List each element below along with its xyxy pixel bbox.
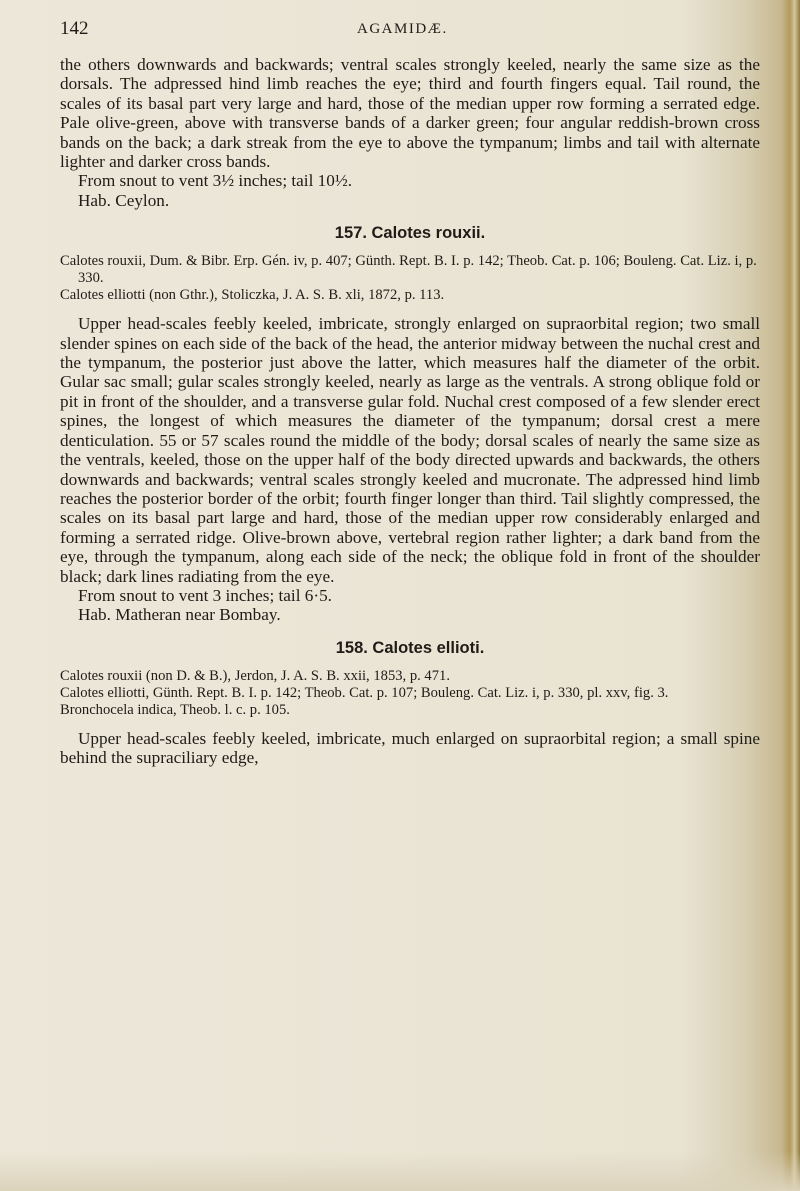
species-157-description: Upper head-scales feebly keeled, imbricate, strongly enlarged on supraorbital region; two small slender spines on each side of the back of the head, the anterior midway between the nuchal crest and the tympanum, the posterior just above the latter, which measures half the diameter of the orbit. Gular sac small; gular scales strongly keeled, nearly as large as the ventrals. A strong oblique fold or pit in front of the shoulder, and a transverse gular fold. Nuchal crest composed of a few slender erect spines, the longest of which measures the diameter of the tympanum; dorsal crest a mere denticulation. 55 or 57 scales round the middle of the body; dorsal scales of nearly the same size as the ventrals, keeled, those on the upper half of the body directed upwards and backwards, the others downwards and backwards; ventral scales strongly keeled and mucronate. The adpressed hind limb reaches the posterior border of the orbit; fourth finger longer than third. Tail slightly compressed, the scales on its basal part large and hard, those of the median upper row considerably enlarged and forming a serrated ridge. Olive-brown above, vertebral region rather lighter; a dark band from the eye, through the tympanum, along each side of the neck; the oblique fold in front of the shoulder black; dark lines radiating from the eye. xyxy=(60,314,760,586)
species-158-synonymy xyxy=(60,668,760,719)
species-157-synonymy xyxy=(60,253,760,304)
species-157-habitat: Hab. Matheran near Bombay. xyxy=(78,605,281,625)
synonymy-entry: Calotes elliotti, Günth. Rept. B. I. p. 142; Theob. Cat. p. 107; Bouleng. Cat. Liz. i, p. 330, pl. xxv, fig. 3. xyxy=(60,684,669,701)
species-158-heading: 158. Calotes ellioti. xyxy=(335,638,485,657)
species-157-heading: 157. Calotes rouxii. xyxy=(334,224,486,243)
synonymy-entry: Bronchocela indica, Theob. l. c. p. 105. xyxy=(60,701,290,718)
species-158-description: Upper head-scales feebly keeled, imbricate, much enlarged on supraorbital region; a small spine behind the supraciliary edge, xyxy=(60,728,760,768)
continued-description: the others downwards and backwards; ventral scales strongly keeled, nearly the same size as the dorsals. The adpressed hind limb reaches the eye; third and fourth fingers equal. Tail round, the scales of its basal part very large and hard, those of the median upper row forming a serrated edge. Pale olive-green, above with transverse bands of a darker green; four angular reddish-brown cross bands on the back; a dark streak from the eye to above the tympanum; limbs and tail with alternate lighter and darker cross bands. xyxy=(60,55,760,172)
species-157-measurements: From snout to vent 3 inches; tail 6·5. xyxy=(78,585,332,605)
synonymy-entry: Calotes rouxii, Dum. & Bibr. Erp. Gén. iv, p. 407; Günth. Rept. B. I. p. 142; Theob. Cat. p. 106; Bouleng. Cat. Liz. i, p. 330. xyxy=(60,253,757,287)
running-head: AGAMIDÆ. xyxy=(357,21,448,37)
page-bottom-shadow xyxy=(0,1151,800,1191)
page-header xyxy=(60,18,760,42)
synonymy-entry: Calotes rouxii (non D. & B.), Jerdon, J. A. S. B. xxii, 1853, p. 471. xyxy=(60,667,450,684)
page-edge-shadow xyxy=(782,0,800,1191)
body-text xyxy=(60,55,760,768)
synonymy-entry: Calotes elliotti (non Gthr.), Stoliczka, J. A. S. B. xli, 1872, p. 113. xyxy=(60,287,445,304)
habitat-paragraph: Hab. Ceylon. xyxy=(78,190,170,210)
page-number: 142 xyxy=(60,18,89,39)
measurements-paragraph: From snout to vent 3½ inches; tail 10½. xyxy=(78,171,353,191)
